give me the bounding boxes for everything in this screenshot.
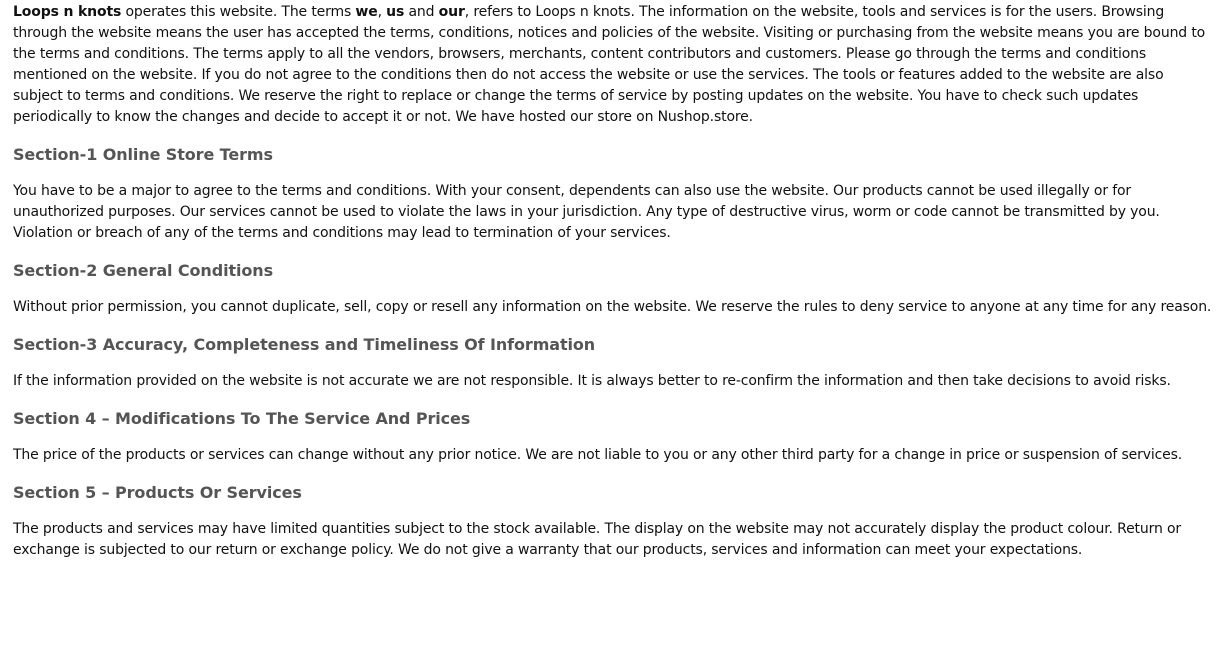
intro-and: and — [404, 4, 439, 20]
section-1-body: You have to be a major to agree to the terms and conditions. With your consent, dependents can also use the website. Our products cannot be used illegally or for unauthorized purposes. Our services cannot be used to violate the laws in your jurisdiction. Any type of destructive virus, worm or code cannot be transmitted by you. Violation or breach of any of the terms and conditions may lead to termination of your services. — [13, 183, 1160, 241]
section-5-body: The products and services may have limited quantities subject to the stock available. The display on the website may not accurately display the product colour. Return or exchange is subjected to our return or exchange policy. We do not give a warranty that our products, services and information can meet your expectations. — [13, 521, 1182, 558]
brand-name: Loops n knots — [13, 4, 122, 20]
intro-comma: , — [377, 4, 387, 20]
section-5-title: Section 5 – Products Or Services — [13, 483, 302, 502]
intro-paragraph — [13, 2, 1212, 128]
section-2-body: Without prior permission, you cannot duplicate, sell, copy or resell any information on the website. We reserve the rules to deny service to anyone at any time for any reason. — [13, 299, 1212, 315]
term-us: us — [386, 4, 405, 20]
section-3-body: If the information provided on the website is not accurate we are not responsible. It is always better to re-confirm the information and then take decisions to avoid risks. — [13, 373, 1171, 389]
section-4-title: Section 4 – Modifications To The Service And Prices — [13, 409, 471, 428]
section-4-body: The price of the products or services can change without any prior notice. We are not liable to you or any other third party for a change in price or suspension of services. — [13, 447, 1183, 463]
term-our: our — [438, 4, 465, 20]
section-2-title: Section-2 General Conditions — [13, 261, 273, 280]
term-we: we — [355, 4, 378, 20]
intro-text-2: , refers to Loops n knots. The information on the website, tools and services is for the users. Browsing through the website means the user has accepted the terms, conditions, notices and policies of the website. Visiting or purchasing from the website means you are bound to the terms and conditions. The terms apply to all the vendors, browsers, merchants, content contributors and customers. Please go through the terms and conditions mentioned on the website. If you do not agree to the conditions then do not access the website or use the services. The tools or features added to the website are also subject to terms and conditions. We reserve the right to replace or change the terms of service by posting updates on the website. You have to check such updates periodically to know the changes and decide to accept it or not. We have hosted our store on Nushop.store. — [13, 4, 1206, 125]
intro-text-1: operates this website. The terms — [121, 4, 356, 20]
section-3-title: Section-3 Accuracy, Completeness and Timeliness Of Information — [13, 335, 596, 354]
section-1-title: Section-1 Online Store Terms — [13, 145, 273, 164]
